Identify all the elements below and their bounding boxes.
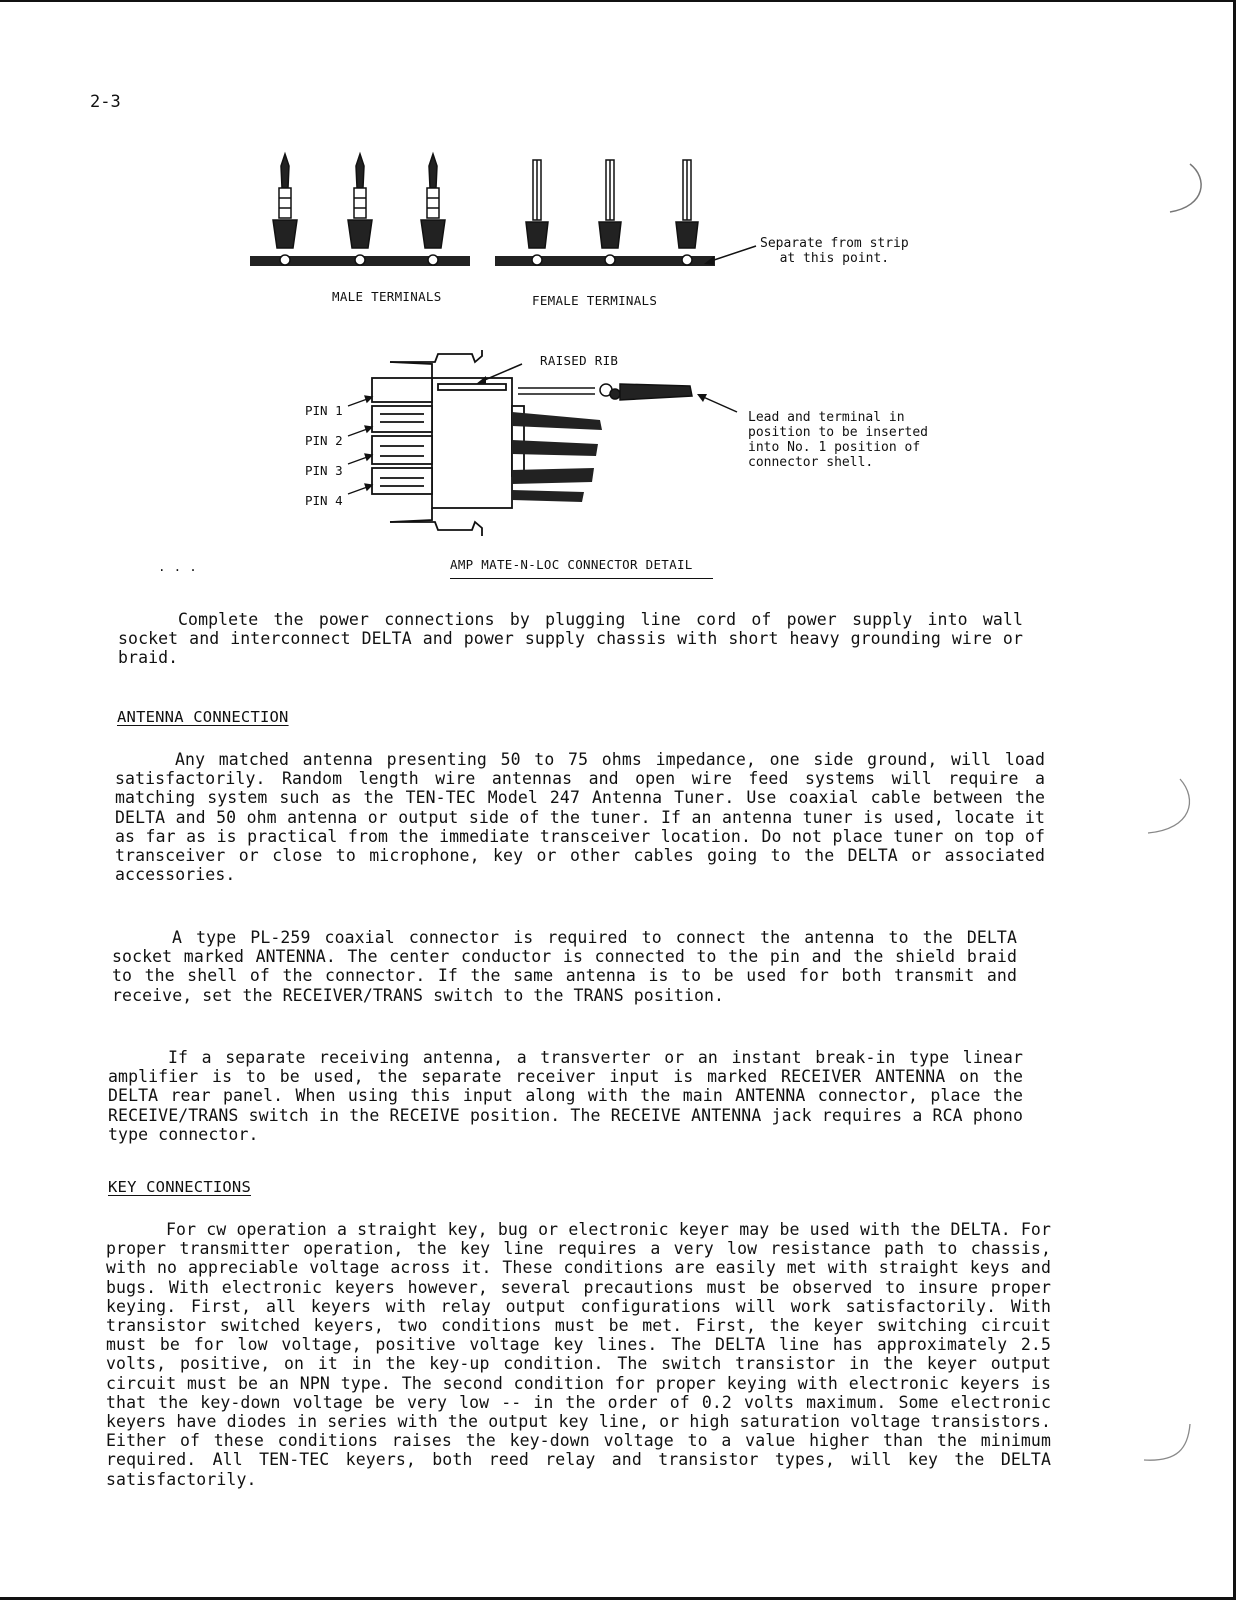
male-terminals-caption: MALE TERMINALS (332, 289, 442, 304)
paragraph-antenna-1: Any matched antenna presenting 50 to 75 ohms impedance, one side ground, will load satisfactorily. Random length wire antennas and open wire feed systems will require a matching system such as the TEN-TEC Model 247 Antenna Tuner. Use coaxial cable between the DELTA and 50 ohm antenna or output side of the tuner. If an antenna tuner is used, locate it as far as is practical from the immediate transceiver location. Do not place tuner on top of transceiver or close to microphone, key or other cables going to the DELTA or associated accessories. (115, 750, 1045, 885)
hole-punch-mark-middle (1140, 775, 1200, 845)
key-connections-heading: KEY CONNECTIONS (108, 1178, 251, 1196)
hole-punch-mark-bottom (1138, 1420, 1198, 1470)
female-terminal-group (526, 160, 698, 265)
pin-4-label: PIN 4 (305, 493, 343, 508)
connector-caption: AMP MATE-N-LOC CONNECTOR DETAIL (450, 557, 713, 579)
paragraph-antenna-3: If a separate receiving antenna, a transverter or an instant break-in type linear amplifier is to be used, the separate receiver input is marked RECEIVER ANTENNA on the DELTA rear panel. When using this input along with the main ANTENNA connector, place the RECEIVE/TRANS switch in the RECEIVE position. The RECEIVE ANTENNA jack requires a RCA phono type connector. (108, 1048, 1023, 1144)
pin-3-label: PIN 3 (305, 463, 343, 478)
pin-1-label: PIN 1 (305, 403, 343, 418)
male-terminal-group (273, 154, 445, 265)
margin-dots: . . . (158, 559, 198, 574)
separate-arrow (700, 240, 760, 270)
pin-arrows (346, 392, 376, 502)
paragraph-antenna-2: A type PL-259 coaxial connector is required to connect the antenna to the DELTA socket marked ANTENNA. The center conductor is connected to the pin and the shield braid to the shell of the connector. If the same antenna is to be used for both transmit and receive, set the RECEIVER/TRANS switch to the TRANS position. (112, 928, 1017, 1005)
female-terminals-caption: FEMALE TERMINALS (532, 293, 658, 308)
lead-terminal-note: Lead and terminal in position to be inserted into No. 1 position of connector shell. (748, 410, 929, 470)
hole-punch-mark-top (1160, 160, 1210, 220)
paragraph-key-1: For cw operation a straight key, bug or electronic keyer may be used with the DELTA. For proper transmitter operation, the key line requires a very low resistance path to chassis, with no appreciable voltage across it. These conditions are easily met with straight keys and bugs. With electronic keyers however, several precautions must be observed to insure proper keying. First, all keyers with relay output configurations will work satisfactorily. With transistor switched keyers, two conditions must be met. First, the keyer switching circuit must be for low voltage, positive voltage key lines. The DELTA line has approximately 2.5 volts, positive, on it in the key-up condition. The switch transistor in the keyer output circuit must be an NPN type. The second condition for proper keying with electronic keyers is that the key-down voltage be very low -- in the order of 0.2 volts maximum. Some electronic keyers have diodes in series with the output key line, or high saturation voltage transistors. Either of these conditions raises the key-down voltage to a value higher than the minimum required. All TEN-TEC keyers, both reed relay and transistor types, will key the DELTA satisfactorily. (106, 1220, 1051, 1489)
terminals-figure (250, 148, 730, 278)
scan-top-edge (0, 0, 1236, 2)
page-number: 2-3 (90, 92, 121, 112)
pin-2-label: PIN 2 (305, 433, 343, 448)
antenna-connection-heading: ANTENNA CONNECTION (117, 708, 289, 726)
connector-figure (360, 350, 750, 540)
separate-note: Separate from strip at this point. (760, 236, 909, 266)
lead-arrow (695, 388, 740, 418)
raised-rib-label: RAISED RIB (540, 353, 619, 368)
paragraph-power: Complete the power connections by plugging line cord of power supply into wall socket and interconnect DELTA and power supply chassis with short heavy grounding wire or braid. (118, 610, 1023, 668)
